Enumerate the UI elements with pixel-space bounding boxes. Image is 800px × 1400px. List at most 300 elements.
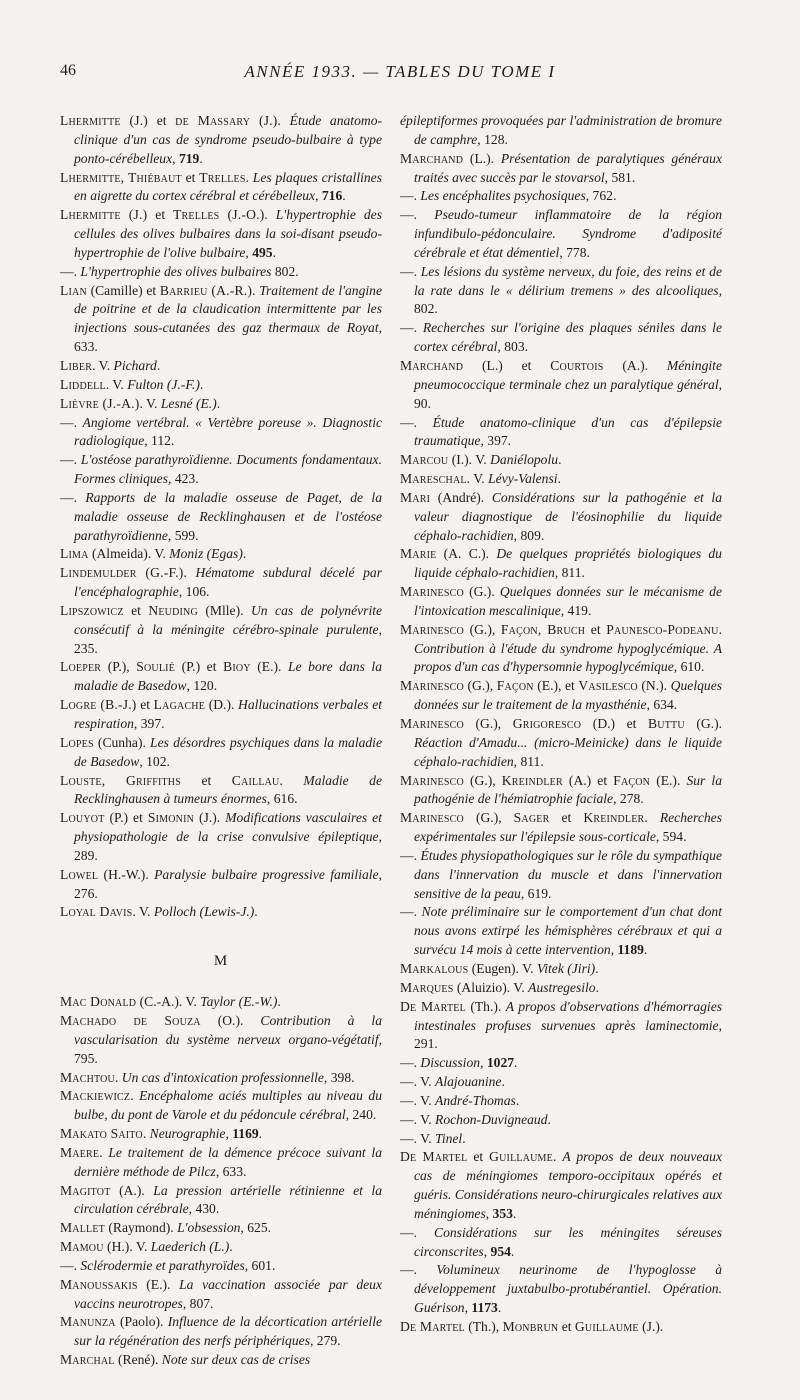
entry-text: . [552,1149,563,1165]
index-entry [400,903,722,960]
entry-title: Rapports de la maladie osseuse de Paget, de la maladie osseuse de Recklinghausen et de l'ostéose parathyroïdienne [74,489,383,543]
entry-text: —. V. [400,1074,436,1090]
entry-text: . V. [132,904,154,920]
index-entry [400,1148,722,1223]
entry-text: —. [60,1257,81,1273]
entry-text: , 633. [74,320,382,355]
author-name: de Massary (J.) [175,113,278,128]
entry-title: Un cas de polynévrite consécutif à la méningite cérébro-spinale purulente [74,602,383,637]
author-name: Marinesco [400,810,464,826]
index-entry [60,993,382,1012]
author-name: Mackiewicz [60,1088,131,1104]
entry-text: —. [60,263,81,279]
entry-text: et [148,113,176,128]
index-entry [60,1257,382,1276]
page-ref: 954 [490,1243,511,1259]
entry-title: André-Thomas [435,1092,516,1108]
page-ref: 1189 [617,942,644,958]
entry-title: Paralysie bulbaire progressive familiale [154,866,379,882]
author-name: Liddell [60,376,106,392]
entry-title: Note sur deux cas de crises [161,1352,311,1368]
entry-text: , 397. [133,716,165,731]
entry-text: (J.). [194,810,226,826]
entry-text: , 106. [178,584,210,600]
entry-title: Alajouanine [435,1074,502,1090]
index-entry [400,677,722,715]
entry-title: Laederich (L.) [150,1239,230,1255]
running-title: ANNÉE 1933. — TABLES DU TOME I [244,62,556,81]
entry-title: Hallucinations verbales et respiration [74,697,383,731]
entry-text: , 240. [345,1107,377,1123]
entry-text: , 112. [144,433,175,449]
author-name: Lipszowicz [60,602,124,618]
entry-title: Les lésions du système nerveux, du foie, des reins et de la rate dans le « délirium tremens » des alcooliques [414,263,722,298]
entry-text: . [252,282,260,298]
entry-title: Les encéphalites psychosiques [420,188,586,204]
author-name: Mallet [60,1220,105,1236]
index-entry [60,1144,382,1182]
entry-text: . [514,1055,518,1071]
author-name: Façon [613,772,651,788]
entry-text: et [558,1319,575,1334]
author-name: Vasilesco [578,678,638,694]
page-ref: 1173 [471,1300,498,1316]
entry-title: Lesné (E.) [160,395,217,411]
section-letter-m: M [213,953,229,970]
author-name: Trelles (J.-O.) [173,207,265,223]
entry-text: (E.). [137,1276,180,1292]
author-name: Marques [400,979,454,995]
author-name: Mareschal [400,471,467,487]
entry-text: , [480,1055,487,1071]
index-entry [60,1238,382,1257]
entry-title: Quelques données sur le traitement de la myasthénie [414,678,723,713]
index-entry [60,809,382,866]
entry-title: Quelques données sur le mécanisme de l'intoxication mescalinique [414,584,723,618]
entry-text: —. [400,263,421,279]
index-entry [400,545,722,583]
entry-text: —. V. [400,1111,436,1127]
entry-title: Angiome vertébral. « Vertèbre poreuse ». Diagnostic radiologique [74,414,383,449]
entry-text: (Camille) et [86,282,160,298]
entry-text: , 762. [585,188,617,204]
index-entry [60,489,382,546]
entry-title: Les désordres psychiques dans la maladie de Basedow [74,734,382,769]
author-name: Soulié [136,659,176,675]
author-name: Marchand [400,357,464,373]
entry-text: , 807. [182,1295,214,1311]
entry-text: , 291. [414,1017,722,1052]
entry-text: . [245,169,253,185]
author-name: Courtois [550,357,604,373]
entry-text: —. [60,489,86,505]
entry-text: . V. [92,357,114,373]
entry-text: et [147,207,174,223]
index-entry [400,772,722,810]
author-name: Neuding [148,602,198,618]
entry-text: (A.). [603,357,667,373]
author-name: Kreindler [583,810,645,826]
entry-text: , 423. [168,471,199,487]
entry-text: (A.) et [562,772,614,788]
entry-title: Étude anatomo-clinique d'un cas d'épilepsie traumatique [414,414,723,449]
entry-text: —. [400,904,422,920]
index-entry [400,357,722,414]
author-name: Loyal Davis [60,904,133,920]
author-name: Logre (B.-J.) [60,697,137,713]
entry-text: (P.) et [175,659,224,675]
author-name: Louyot [60,810,105,826]
entry-text: . [512,1205,517,1221]
index-entry [400,206,722,263]
entry-text: (G.), [463,678,497,694]
author-name: Marie [400,546,437,562]
author-name: Lhermitte (J.) [60,207,148,223]
entry-title: L'hypertrophie des olives bulbaires [80,263,272,279]
entry-text: —. [400,1055,421,1071]
entry-text: (Raymond). [104,1220,178,1236]
entry-text: et [467,1149,490,1165]
entry-text: . V. [466,471,489,487]
entry-text: . [558,452,562,468]
entry-text: . [718,621,722,637]
entry-text: —. [400,320,423,336]
page-ref: 1169 [232,1126,259,1142]
entry-text: (G.), [463,810,514,826]
entry-text: (H.). V. [103,1239,151,1255]
index-entry [400,1111,722,1130]
index-entry [400,470,722,489]
entry-text: , 235. [74,621,382,656]
author-name: Marchal [60,1352,115,1368]
entry-text: , 419. [560,602,592,618]
entry-text: . [142,1126,150,1142]
author-name: Marinesco [400,716,464,731]
entry-text: —. [400,1224,434,1240]
entry-title: Contribution à l'étude du syndrome hypoglycémique. A propos d'un cas d'hypersomnie hypoglycémique [414,640,722,675]
entry-text: . [510,1243,515,1259]
page-ref: 719 [178,150,200,166]
entry-text: (André). [430,489,492,505]
entry-text: , 276. [74,866,382,901]
entry-text: , [485,1205,493,1221]
entry-text: —. [400,847,421,863]
index-entry [400,847,722,904]
entry-title: Un cas d'intoxication professionnelle [121,1069,324,1085]
author-name: Loeper [60,659,102,675]
entry-text: (Paolo). [115,1314,168,1330]
author-name: Mac Donald [60,994,137,1010]
entry-title: Austregesilo [528,979,596,995]
author-name: Marcou [400,452,449,468]
entry-text: et [136,697,154,713]
index-entry [400,1261,722,1318]
entry-text: , [225,1126,233,1142]
entry-text: et [181,169,200,185]
entry-title: Vitek (Jiri) [536,960,596,976]
entry-text: , 601. [244,1257,276,1273]
entry-title: Recherches sur l'origine des plaques séniles dans le cortex cérébral [414,320,722,355]
entry-title: Hématome subdural décelé par l'encéphalographie [74,565,382,600]
entry-text: . V. [105,376,128,392]
entry-text: —. [60,414,83,430]
index-entry [60,1012,382,1069]
entry-title: L'ostéose parathyroïdienne. Documents fondamentaux. Formes cliniques [74,452,382,487]
entry-title: Méningite pneumococcique terminale chez un paralytique général [414,357,722,392]
index-entry [60,903,382,922]
author-name: De Martel [400,998,466,1014]
author-name: Lindemulder (G.-F.) [60,565,184,581]
entry-text: , 397. [480,433,512,449]
index-entry [60,564,382,602]
page-ref: 353 [492,1205,513,1221]
entry-text: , 599. [167,527,199,543]
author-name: Caillau [231,772,280,788]
entry-text: . [557,471,561,487]
entry-text: , [464,1300,472,1316]
index-entry [400,1073,722,1092]
entry-text: , 398. [323,1069,355,1085]
entry-text: , 610. [673,659,705,675]
entry-title: Pichard [113,357,157,373]
entry-text: (Th.). [465,998,506,1014]
entry-title: Moniz (Egas) [169,546,243,562]
index-entry [60,376,382,395]
index-entry [400,489,722,546]
entry-text: (H.-W.). [98,866,155,882]
entry-text: , 279. [309,1333,341,1349]
entry-text: (G.). [463,584,500,600]
left-column [60,112,382,1370]
entry-text: (Aluizio). V. [453,979,529,995]
author-name: Marinesco [400,621,464,637]
entry-text: (L.). [463,150,501,166]
entry-title: Présentation de paralytiques généraux traités avec succès par le stovarsol [414,150,722,185]
entry-text: , 594. [655,829,687,845]
index-entry [400,112,722,150]
index-entry [60,282,382,357]
entry-text: , 811. [513,753,544,769]
author-name: Monbrun [502,1319,559,1334]
entry-title: Pseudo-tumeur inflammatoire de la région infundibulo-pédonculaire. Syndrome d'adiposité cérébrale et état démentiel [414,207,722,260]
entry-text: (Eugen). V. [468,960,537,976]
entry-text: (J.). [638,1319,664,1334]
index-entry [60,357,382,376]
entry-text: , 278. [613,791,644,807]
entry-text: (P.), [101,659,137,675]
entry-text: . [99,1144,109,1160]
index-entry [60,1351,382,1370]
entry-text: (I.). V. [448,452,491,468]
author-name: Sager [513,810,550,826]
index-entry [60,1182,382,1220]
entry-text: ). [235,602,251,618]
index-entry [400,1054,722,1073]
entries-l-section [60,112,382,922]
author-name: Buttu [648,716,685,731]
index-entry [60,263,382,282]
index-entry [60,1125,382,1144]
entry-text: (A.). [110,1182,154,1198]
page-ref: 495 [252,244,273,260]
author-name: Mamou [60,1239,104,1255]
author-name: Lhermitte, Thiébaut [60,169,182,185]
entry-text: . [264,207,276,223]
entry-text: . [547,1111,551,1127]
entry-text: . [644,810,660,826]
entry-text: , 811. [554,565,585,581]
entry-title: Encéphalome aciés multiples au niveau du bulbe, du pont de Varole et du pédoncule cérébral [74,1088,382,1123]
index-entry [400,414,722,452]
entry-title: L'obsession [177,1220,241,1236]
entry-text: . [595,979,600,995]
index-entry [60,1276,382,1314]
author-name: Louste, Griffiths [60,772,181,788]
entry-title: Neurographie [149,1126,226,1142]
entry-text: , 120. [186,678,218,694]
author-name: Bioy [223,659,251,675]
entry-text: (M [197,602,222,618]
entry-text: , 90. [414,376,722,411]
entry-text: , [245,244,253,260]
entry-title: Traitement de l'angine de poitrine et de la claudication intermittente par les injections sous-cutanées des gaz thermaux de Royat [74,282,383,336]
index-entry [60,414,382,452]
index-entry [60,866,382,904]
entry-text: , 633. [215,1163,247,1179]
entry-text: , 128. [477,131,508,147]
entry-title: Influence de la décortication artérielle sur la régénération des nerfs périphériques [74,1314,383,1349]
entry-text: et [585,621,607,637]
entry-title: Étude anatomo-clinique d'un cas de syndrome pseudo-bulbaire à type ponto-cérébelleux [74,113,383,166]
entry-text: . V. [139,395,161,411]
entry-text: (Th.), [464,1319,503,1334]
entry-text: . [229,1239,233,1255]
author-name: Lowel [60,866,99,882]
entry-text: . [199,150,203,166]
entry-title: Sclérodermie et parathyroïdes [80,1257,245,1273]
entry-text: et [549,810,584,826]
entry-text: (D.) et [581,716,649,731]
entry-text: 802. [271,263,299,279]
entry-text: et [180,772,232,788]
author-name: Makato Saito [60,1126,143,1142]
entry-text: . [462,1130,466,1146]
index-entry [60,696,382,734]
entry-title: Rochon-Duvigneaud [435,1111,548,1127]
entry-text: —. [400,414,433,430]
index-entry [60,395,382,414]
entry-text: . [199,376,204,392]
entry-text: , 430. [188,1201,220,1217]
entry-title: A propos de deux nouveaux cas de méningiomes temporo-occipitaux opérés et guéris. Considérations neuro-chirurgicales relatives aux méningiomes [414,1149,723,1221]
entry-title: épileptiformes provoquées par l'administration de bromure de camphre [400,113,722,147]
entry-text: . [130,1088,140,1104]
index-entry [60,206,382,263]
index-entry [400,1130,722,1149]
entry-text: . [501,1074,505,1090]
entry-text: —. [400,1262,437,1278]
entries-m-section [60,993,382,1370]
index-entry [60,734,382,772]
entry-text: (A. C.). [436,546,497,562]
entry-title: Contribution à la vascularisation du système nerveux organo-végétatif [74,1012,382,1047]
entry-title: Les plaques cristallines en aigrette du cortex cérébral et cérébelleux [74,169,382,204]
index-entry [60,1219,382,1238]
entry-title: Volumineux neurinome de l'hypoglosse à développement juxtabulbo-protubérantiel. Opération. Guérison [414,1262,723,1316]
entry-text: (G.), [463,621,501,637]
index-entry [60,772,382,810]
entry-text: , 795. [74,1031,382,1066]
entry-text: . [497,1300,502,1316]
index-entry [400,1224,722,1262]
entry-text: , 289. [74,829,382,863]
entry-title: Réaction d'Amadu... (micro-Meinicke) dans le liquide céphalo-rachidien [414,734,722,769]
entry-text: . [216,395,221,411]
index-entry [400,979,722,998]
author-name: Lopes [60,734,94,750]
author-name: Façon [496,678,534,694]
index-entry [400,1092,722,1111]
index-entry [60,1069,382,1088]
author-name: Mari [400,489,431,505]
author-name: Façon, Bruch [500,621,586,637]
entry-title: Recherches expérimentales sur l'épilepsie sous-corticale [414,810,722,845]
author-name: Marchand [400,150,464,166]
entry-title: Daniélopolu [490,452,559,468]
index-entry [400,715,722,772]
entry-text: —. [400,188,421,204]
entry-text: (René). [114,1352,162,1368]
entry-title: Lévy-Valensi [488,471,558,487]
entry-title: De quelques propriétés biologiques du liquide céphalo-rachidien [414,546,722,581]
entry-title: Considérations sur les méningites séreuses circonscrites [414,1224,723,1259]
author-name: Marinesco [400,678,464,694]
entry-text: , [610,942,618,958]
entry-title: Tinel [435,1130,463,1146]
author-name: Maere [60,1144,100,1160]
entry-text: (Cunha). [93,734,151,750]
entry-text: . [342,188,346,204]
entry-text: . [258,1126,263,1142]
entry-text: . [277,113,290,128]
entry-text: . [515,1092,520,1108]
entry-title: Note préliminaire sur le comportement d'un chat dont nous avons extirpé les hémisphères cérébraux et qui a survécu 14 mois à cette intervention [414,904,722,958]
index-entry [400,583,722,621]
entry-text: (C.-A.). V. [136,994,201,1010]
entry-text: , [315,188,322,204]
entry-text: , 634. [646,697,678,713]
entry-text: —. [400,207,435,223]
page-ref: 716 [321,188,343,204]
index-entry [400,621,722,678]
entry-title: Polloch (Lewis-J.) [153,904,255,920]
entry-text: , 809. [513,527,545,543]
entry-text: (O.). [200,1012,261,1028]
author-name: Kreindler [501,772,563,788]
entry-text: . [242,546,247,562]
index-entry [400,1318,722,1337]
entry-text: . [156,357,161,373]
entry-title: Taylor (E.-W.) [200,994,278,1010]
entry-title: Considérations sur la pathogénie et la valeur diagnostique de l'éosinophilie du liquide céphalo-rachidien [414,489,722,543]
entry-text: (N.). [637,678,671,694]
entry-title: L'hypertrophie des cellules des olives bulbaires dans la soi-disant pseudo-hypertrophie de l'olive bulbaire [74,207,383,260]
entry-text: (E.). [650,772,687,788]
entry-title: Modifications vasculaires et physiopathologie de la crise convulsive épileptique [74,810,382,845]
author-name: Marinesco [400,584,464,600]
entry-text: . [114,1069,122,1085]
index-entry [60,1313,382,1351]
